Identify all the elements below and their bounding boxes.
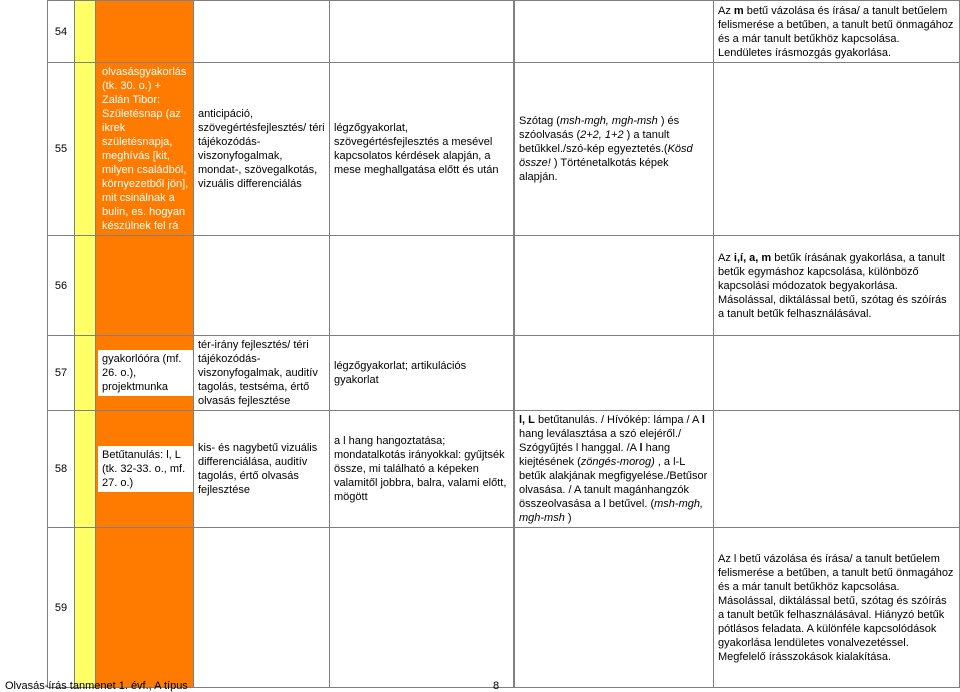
topic-cell xyxy=(96,236,194,336)
development-cell: tér-irány fejlesztés/ téri tájékozódás-viszonyfogalmak, auditív tagolás, testséma, értő olvasás fejlesztése xyxy=(194,336,330,411)
topic-text: olvasásgyakorlás (tk. 30. o.) + Zalán Tibor: Születésnap (az ikrek születésnapja, meghívás [kit, milyen családból, környezetből jön], mit csinálnak a bulin, es. hogyan készülnek fel rá xyxy=(98,63,193,235)
table-row xyxy=(48,236,960,336)
table-row xyxy=(48,528,960,688)
topic-text xyxy=(96,606,193,610)
reading-cell xyxy=(515,236,714,336)
reading-cell xyxy=(515,1,714,63)
topic-text: gyakorlóóra (mf. 26. o.), projektmunka xyxy=(98,350,193,396)
topic-text xyxy=(96,30,193,34)
topic-text: Betűtanulás: l, L (tk. 32-33. o., mf. 27. o.) xyxy=(98,446,193,492)
lesson-plan-table xyxy=(47,0,960,688)
reading-cell xyxy=(515,336,714,411)
color-stripe-cell xyxy=(75,1,96,63)
exercise-cell xyxy=(330,528,514,688)
lesson-number: 55 xyxy=(48,63,75,236)
table-row xyxy=(48,1,960,63)
color-stripe-cell xyxy=(75,63,96,236)
lesson-number: 56 xyxy=(48,236,75,336)
lesson-number: 57 xyxy=(48,336,75,411)
color-stripe-cell xyxy=(75,336,96,411)
topic-cell xyxy=(96,63,194,236)
development-cell xyxy=(194,528,330,688)
lesson-number: 59 xyxy=(48,528,75,688)
topic-cell xyxy=(96,528,194,688)
reading-cell: Szótag (msh-mgh, mgh-msh ) és szóolvasás (2+2, 1+2 ) a tanult betűkkel./szó-kép egyeztetés.(Kösd össze! ) Történetalkotás képek alapján. xyxy=(515,63,714,236)
writing-cell: Az l betű vázolása és írása/ a tanult betűelem felismerése a betűben, a tanult betű önmagához és a már tanult betűkhöz kapcsolása. Másolással, diktálással betű, szótag és szóírás a tanult betűk felhasználásával. Hiányzó betűk pótlásos feladata. A különféle kapcsolódások gyakorlása lendületes vonalvezetéssel. Megfelelő írásszokások kialakítása. xyxy=(714,528,960,688)
color-stripe-cell xyxy=(75,411,96,528)
development-cell: kis- és nagybetű vizuális differenciálása, auditív tagolás, értő olvasás fejlesztése xyxy=(194,411,330,528)
color-stripe-cell xyxy=(75,528,96,688)
development-cell xyxy=(194,1,330,63)
exercise-cell: légzőgyakorlat; artikulációs gyakorlat xyxy=(330,336,514,411)
color-stripe-cell xyxy=(75,236,96,336)
writing-cell xyxy=(714,336,960,411)
table-row xyxy=(48,63,960,236)
reading-cell xyxy=(515,528,714,688)
lesson-number: 58 xyxy=(48,411,75,528)
development-cell: anticipáció, szövegértésfejlesztés/ téri tájékozódás-viszonyfogalmak, mondat-, szövegalkotás, vizuális differenciálás xyxy=(194,63,330,236)
writing-cell: Az i,í, a, m betűk írásának gyakorlása, a tanult betűk egymáshoz kapcsolása, különböző kapcsolási módozatok begyakorlása. Másolással, diktálással betű, szótag és szóírás a tanult betűk felhasználásával. xyxy=(714,236,960,336)
exercise-cell: a l hang hangoztatása; mondatalkotás irányokkal: gyűjtsék össze, mi található a képeken valamitől jobbra, balra, valami előtt, mögött xyxy=(330,411,514,528)
writing-cell xyxy=(714,411,960,528)
writing-cell xyxy=(714,63,960,236)
reading-cell: l, L betűtanulás. / Hívókép: lámpa / A l hang leválasztása a szó elejéről./ Szógyűjtés l hanggal. /A l hang kiejtésének (zöngés-morog) , a l-L betűk alakjának megfigyelése./Betűsor olvasása. / A tanult magánhangzók összeolvasása a l betűvel. (msh-mgh, mgh-msh ) xyxy=(515,411,714,528)
table-row xyxy=(48,336,960,411)
topic-cell xyxy=(96,1,194,63)
exercise-cell: légzőgyakorlat, szövegértésfejlesztés a mesével kapcsolatos kérdések alapján, a mese meghallgatása előtt és után xyxy=(330,63,514,236)
development-cell xyxy=(194,236,330,336)
footer-title: Olvasás-írás tanmenet 1. évf., A típus xyxy=(5,680,188,692)
table-row xyxy=(48,411,960,528)
topic-cell xyxy=(96,336,194,411)
exercise-cell xyxy=(330,1,514,63)
lesson-number: 54 xyxy=(48,1,75,63)
writing-cell: Az m betű vázolása és írása/ a tanult betűelem felismerése a betűben, a tanult betű önmagához és a már tanult betűkhöz kapcsolása. Lendületes írásmozgás gyakorlása. xyxy=(714,1,960,63)
exercise-cell xyxy=(330,236,514,336)
topic-text xyxy=(96,284,193,288)
topic-cell xyxy=(96,411,194,528)
page-number: 8 xyxy=(493,680,500,692)
